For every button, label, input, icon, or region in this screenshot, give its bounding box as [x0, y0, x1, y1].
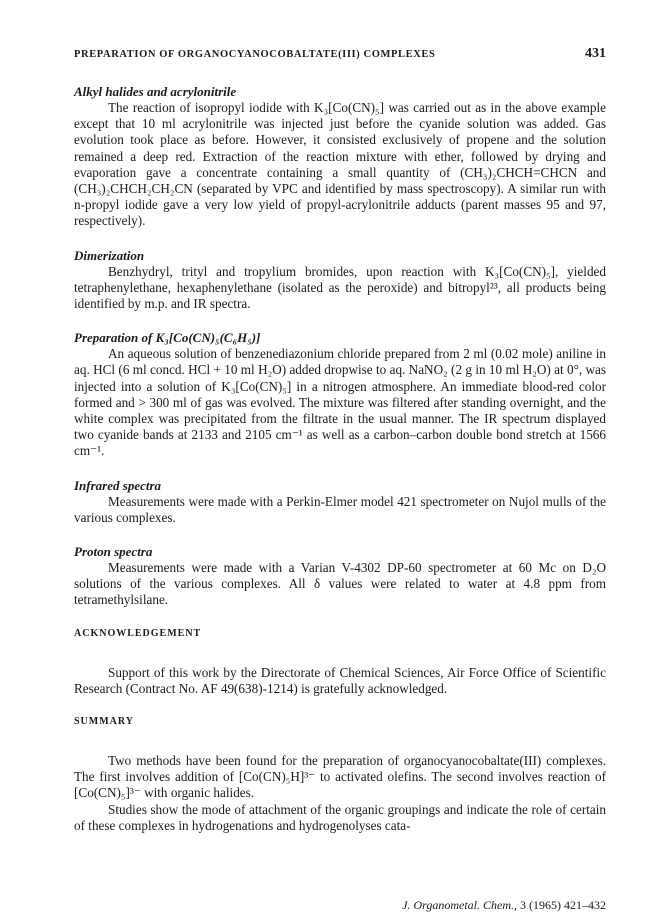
section-title-alkyl-halides: Alkyl halides and acrylonitrile	[74, 84, 237, 99]
paragraph-summary-2: Studies show the mode of attachment of the organic groupings and indicate the role of certain of these complexes in hydrogenations and hydrogenolyses cata-	[74, 801, 606, 833]
page	[74, 46, 606, 912]
paragraph-dimerization: Benzhydryl, trityl and tropylium bromides, upon reaction with K₃[Co(CN)₅], yielded tetraphenylethane, hexaphenylethane (isolated as the peroxide) and bitropyl²³, all products being identified by m.p. and IR spectra.	[74, 263, 606, 312]
paragraph-preparation: An aqueous solution of benzenediazonium chloride prepared from 2 ml (0.02 mole) aniline in aq. HCl (6 ml concd. HCl + 10 ml H₂O) added dropwise to aq. NaNO₂ (2 g in 10 ml H₂O) at 0°, was injected into a solution of K₃[Co(CN)₅] in a nitrogen atmosphere. An immediate blood-red color formed and > 300 ml of gas was evolved. The mixture was filtered after standing overnight, and the white complex was precipitated from the filtrate in the usual manner. The IR spectrum displayed two cyanide bands at 2133 and 2105 cm⁻¹ as well as a carbon–carbon double bond stretch at 1566 cm⁻¹.	[74, 346, 606, 459]
running-title: PREPARATION OF ORGANOCYANOCOBALTATE(III) COMPLEXES	[74, 49, 436, 60]
journal-name: J. Organometal. Chem.,	[402, 898, 517, 912]
paragraph-infrared: Measurements were made with a Perkin-Elmer model 421 spectrometer on Nujol mulls of the various complexes.	[74, 493, 606, 525]
running-header	[74, 46, 606, 70]
paragraph-alkyl-halides: The reaction of isopropyl iodide with K₃[Co(CN)₅] was carried out as in the above example except that 10 ml acrylonitrile was injected just before the cyanide solution was added. Gas evolution took place as before. However, it consisted exclusively of propene and the solution remained a deep red. Extraction of the reaction mixture with ether, followed by drying and evaporation gave a concentrate containing a small quantity of (CH₃)₂CHCH=CHCN and (CH₃)₂CHCH₂CH₂CN (separated by VPC and identified by mass spectroscopy). A similar run with n-propyl iodide gave a very low yield of propyl-acrylonitrile adducts (parent masses 95 and 97, respectively).	[74, 100, 606, 229]
page-number: 431	[585, 46, 606, 61]
section-title-proton: Proton spectra	[74, 544, 153, 560]
paragraph-summary-1: Two methods have been found for the preparation of organocyanocobaltate(III) complexes. The first involves addition of [Co(CN)₅H]³⁻ to activated olefins. The second involves reaction of [Co(CN)₅]³⁻ with organic halides.	[74, 753, 606, 801]
section-title-infrared: Infrared spectra	[74, 477, 162, 493]
section-title-preparation: Preparation of K₃[Co(CN)₅(C₆H₅)]	[74, 330, 261, 346]
paragraph-proton: Measurements were made with a Varian V-4302 DP-60 spectrometer at 60 Mc on D₂O solutions of the various complexes. All δ values were related to water at 4.8 ppm from tetramethylsilane.	[74, 560, 606, 608]
paragraph-acknowledgement: Support of this work by the Directorate of Chemical Sciences, Air Force Office of Scientific Research (Contract No. AF 49(638)-1214) is gratefully acknowledged.	[74, 664, 606, 696]
journal-citation	[402, 898, 606, 913]
section-title-dimerization: Dimerization	[74, 247, 145, 263]
section-title-acknowledgement: ACKNOWLEDGEMENT	[74, 627, 202, 639]
journal-volume: 3 (1965) 421–432	[517, 898, 606, 912]
section-title-summary: SUMMARY	[74, 716, 134, 728]
